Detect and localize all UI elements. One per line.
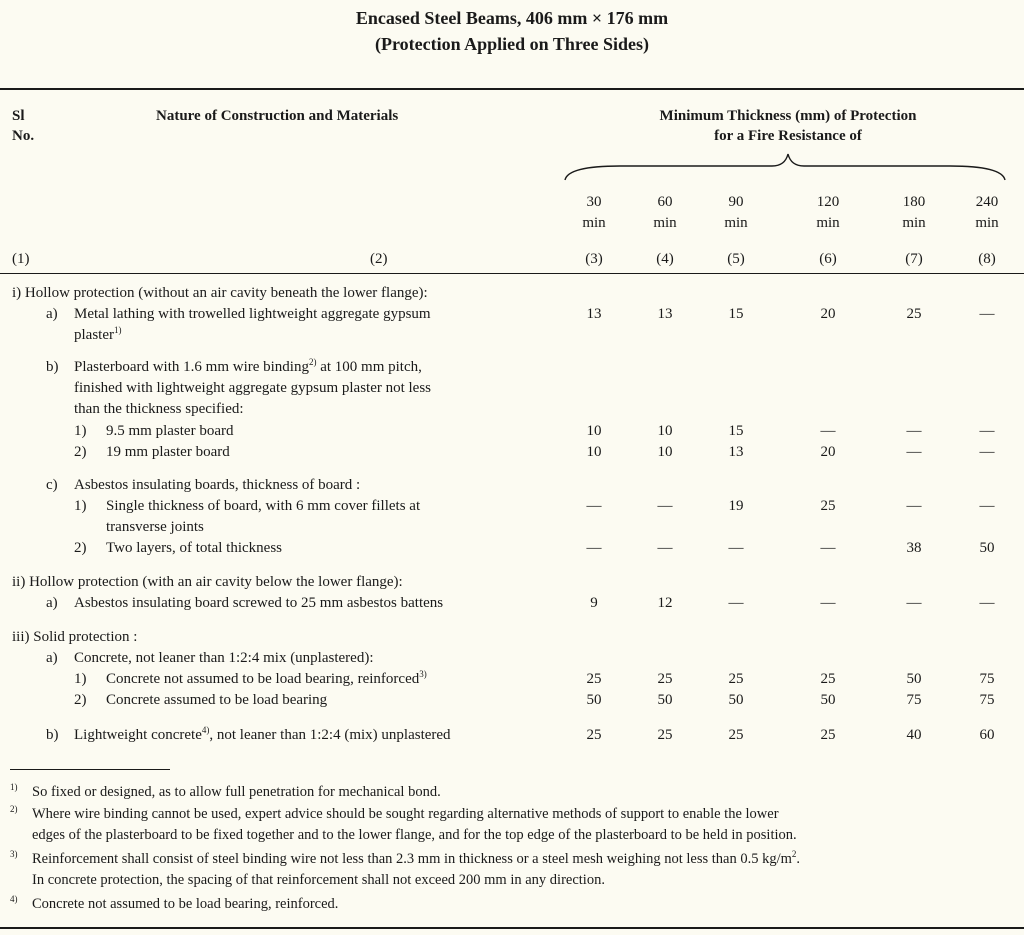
col-number-1: (1)	[12, 251, 30, 267]
value-cell: 75	[979, 671, 995, 687]
unit-col-5: min	[724, 215, 748, 231]
header-brace	[560, 150, 1010, 190]
header-min-thickness: Minimum Thickness (mm) of Protection	[659, 108, 917, 124]
row-i-b2-marker: 2)	[74, 444, 87, 460]
row-iii-b-text: Lightweight concrete$^{4)}$, not leaner than 1:2:4 (mix) unplastered	[74, 725, 451, 743]
value-cell: 25	[586, 727, 602, 743]
value-cell: 50	[906, 671, 922, 687]
value-cell: 20	[820, 306, 836, 322]
value-cell: —	[657, 540, 673, 556]
value-cell: 20	[820, 444, 836, 460]
footnote-3-mark: 3)	[10, 849, 18, 859]
value-cell: 25	[728, 727, 744, 743]
footnote-ref-4: 4)	[201, 725, 210, 735]
unit-col-6: min	[816, 215, 840, 231]
header-nature: Nature of Construction and Materials	[156, 108, 399, 124]
row-i-a-text-2: plaster$^{1)}$	[74, 325, 122, 343]
header-sl-no: Sl	[12, 108, 25, 124]
value-cell: 10	[657, 423, 673, 439]
row-i-b-marker: b)	[46, 359, 59, 375]
row-iii-a-marker: a)	[46, 650, 58, 666]
footnote-3: Reinforcement shall consist of steel binding wire not less than 2.3 mm in thickness or a steel mesh weighing not less than 0.5 $kg/m^2$.	[32, 849, 801, 867]
col-number-3: (3)	[585, 251, 603, 267]
row-i-b1-marker: 1)	[74, 423, 87, 439]
value-cell: 25	[820, 671, 836, 687]
row-i-c1-marker: 1)	[74, 498, 87, 514]
row-i-c-marker: c)	[46, 477, 58, 493]
value-cell: 25	[657, 671, 673, 687]
col-number-5: (5)	[727, 251, 745, 267]
value-cell: 50	[586, 692, 602, 708]
value-cell: —	[728, 595, 744, 611]
value-cell: 75	[979, 692, 995, 708]
col-number-6: (6)	[819, 251, 837, 267]
value-cell: 25	[820, 727, 836, 743]
row-i-c1-text: Single thickness of board, with 6 mm cover fillets at	[106, 498, 421, 514]
row-i-b2-text: 19 mm plaster board	[106, 444, 230, 460]
value-cell: —	[906, 595, 922, 611]
value-cell: —	[820, 423, 836, 439]
value-cell: 60	[979, 727, 995, 743]
section-iii-label: iii) Solid protection :	[12, 629, 138, 645]
top-rule	[0, 88, 1024, 90]
value-cell: 9	[590, 595, 598, 611]
value-cell: 38	[906, 540, 922, 556]
header-rule	[0, 273, 1024, 274]
row-i-b-text-3: than the thickness specified:	[74, 401, 244, 417]
value-cell: 10	[586, 423, 602, 439]
value-cell: 25	[906, 306, 922, 322]
value-cell: 25	[820, 498, 836, 514]
value-cell: —	[906, 498, 922, 514]
row-i-a-text: Metal lathing with trowelled lightweight aggregate gypsum	[74, 306, 431, 322]
row-i-b-text-2: finished with lightweight aggregate gypsum plaster not less	[74, 380, 432, 396]
row-ii-a-marker: a)	[46, 595, 58, 611]
footnote-ref-3: 3)	[419, 669, 427, 679]
row-i-b1-text: 9.5 mm plaster board	[106, 423, 234, 439]
unit-col-3: min	[582, 215, 606, 231]
row-ii-a-text: Asbestos insulating board screwed to 25 mm asbestos battens	[74, 595, 444, 611]
footnote-4-mark: 4)	[10, 894, 18, 904]
value-cell: 15	[728, 423, 744, 439]
duration-col-3: 30	[586, 194, 602, 210]
col-number-8: (8)	[978, 251, 996, 267]
row-i-b-text: Plasterboard with 1.6 mm wire binding$^{2)}$ at 100 mm pitch,	[74, 357, 422, 375]
value-cell: 15	[728, 306, 744, 322]
value-cell: —	[820, 540, 836, 556]
table-title-line1: Encased Steel Beams, 406 mm × 176 mm	[355, 8, 669, 28]
value-cell: —	[906, 444, 922, 460]
value-cell: 50	[979, 540, 995, 556]
row-iii-a2-marker: 2)	[74, 692, 87, 708]
footnote-2-mark: 2)	[10, 804, 18, 814]
bottom-rule	[0, 927, 1024, 929]
value-cell: —	[979, 423, 995, 439]
row-iii-b-marker: b)	[46, 727, 59, 743]
row-i-c2-marker: 2)	[74, 540, 87, 556]
value-cell: 13	[586, 306, 602, 322]
value-cell: 10	[586, 444, 602, 460]
value-cell: 40	[906, 727, 922, 743]
value-cell: 25	[728, 671, 744, 687]
value-cell: 13	[657, 306, 673, 322]
value-cell: —	[657, 498, 673, 514]
value-cell: 25	[657, 727, 673, 743]
section-i-label: i) Hollow protection (without an air cavity beneath the lower flange):	[12, 285, 428, 301]
row-iii-a-text: Concrete, not leaner than 1:2:4 mix (unplastered):	[74, 650, 374, 666]
section-ii-label: ii) Hollow protection (with an air cavity below the lower flange):	[12, 574, 403, 590]
footnote-rule	[10, 769, 170, 770]
row-iii-a1-text: Concrete not assumed to be load bearing, reinforced$^{3)}$	[106, 669, 427, 687]
duration-col-5: 90	[728, 194, 744, 210]
header-sl-no-2: No.	[12, 128, 35, 144]
footnote-1-mark: 1)	[10, 782, 18, 792]
unit-col-7: min	[902, 215, 926, 231]
value-cell: —	[586, 540, 602, 556]
value-cell: —	[820, 595, 836, 611]
footnote-ref-2: 2)	[308, 357, 317, 367]
unit-col-4: min	[653, 215, 677, 231]
value-cell: —	[906, 423, 922, 439]
value-cell: 75	[906, 692, 922, 708]
col-number-2: (2)	[370, 251, 388, 267]
footnote-1: So fixed or designed, as to allow full penetration for mechanical bond.	[32, 784, 441, 800]
row-i-c2-text: Two layers, of total thickness	[106, 540, 282, 556]
value-cell: 50	[728, 692, 744, 708]
value-cell: 50	[657, 692, 673, 708]
unit-col-8: min	[975, 215, 999, 231]
duration-col-8: 240	[975, 194, 999, 210]
col-number-4: (4)	[656, 251, 674, 267]
value-cell: —	[979, 595, 995, 611]
value-cell: —	[586, 498, 602, 514]
footnote-2: Where wire binding cannot be used, expert advice should be sought regarding alternative methods of support to enable the lower	[32, 806, 779, 822]
footnote-2-line2: edges of the plasterboard to be fixed together and to the lower flange, and for the top edge of the plasterboard to be held in position.	[32, 827, 797, 843]
value-cell: 19	[728, 498, 744, 514]
value-cell: 13	[728, 444, 744, 460]
row-iii-a1-marker: 1)	[74, 671, 87, 687]
value-cell: 25	[586, 671, 602, 687]
footnote-3-line2: In concrete protection, the spacing of that reinforcement shall not exceed 200 mm in any direction.	[32, 872, 605, 888]
footnote-4: Concrete not assumed to be load bearing, reinforced.	[32, 896, 339, 912]
row-i-c1-text-2: transverse joints	[106, 519, 204, 535]
row-i-a-marker: a)	[46, 306, 58, 322]
value-cell: 12	[657, 595, 673, 611]
value-cell: 10	[657, 444, 673, 460]
value-cell: —	[979, 498, 995, 514]
duration-col-6: 120	[816, 194, 840, 210]
col-number-7: (7)	[905, 251, 923, 267]
value-cell: —	[979, 444, 995, 460]
header-fire-resistance: for a Fire Resistance of	[714, 128, 862, 144]
footnote-ref-1: 1)	[113, 325, 122, 335]
value-cell: —	[979, 306, 995, 322]
row-i-c-text: Asbestos insulating boards, thickness of board :	[74, 477, 361, 493]
value-cell: —	[728, 540, 744, 556]
value-cell: 50	[820, 692, 836, 708]
table-title-line2: (Protection Applied on Three Sides)	[374, 34, 650, 54]
row-iii-a2-text: Concrete assumed to be load bearing	[106, 692, 328, 708]
duration-col-4: 60	[657, 194, 673, 210]
duration-col-7: 180	[902, 194, 926, 210]
